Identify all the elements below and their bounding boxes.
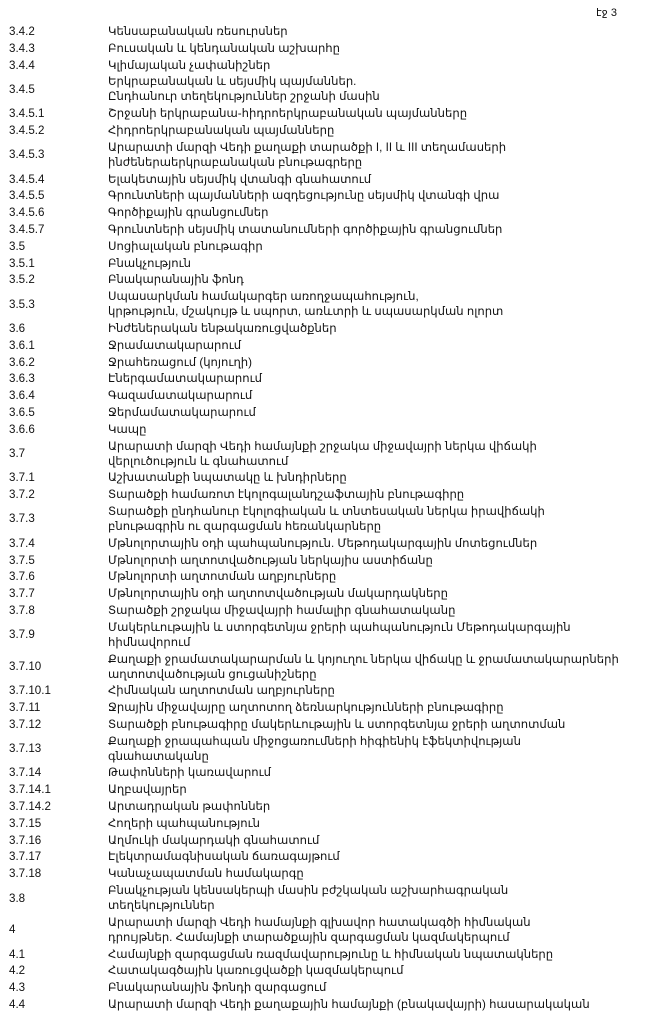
toc-entry-title-line: Հողերի պահպանություն xyxy=(108,816,260,830)
toc-entry xyxy=(0,388,647,405)
toc-entry xyxy=(0,799,647,816)
toc-entry-number: 3.4.5.1 xyxy=(9,107,45,121)
toc-entry xyxy=(0,553,647,570)
toc-entry xyxy=(0,734,647,766)
toc-entry-title-line: Հիմնական աղտոտման աղբյուրները xyxy=(108,684,335,698)
toc-entry-title-line: Ջրամատակարարում xyxy=(108,338,242,352)
toc-entry xyxy=(0,74,647,106)
toc-entry xyxy=(0,123,647,140)
toc-entry-number: 3.5.3 xyxy=(9,297,35,311)
toc-entry-title-line: դրույթներ. Համայնքի տարածքային զարգացման կազմակերպում xyxy=(108,930,510,944)
toc-entry-title xyxy=(108,355,647,370)
toc-entry-title xyxy=(108,106,647,121)
toc-entry xyxy=(0,140,647,172)
toc-entry-title xyxy=(108,765,647,780)
toc-entry-title-line: Հատակագծային կառուցվածքի կազմակերպում xyxy=(108,964,404,978)
toc-entry-title-line: Արարատի մարզի Վեդի համայնքի շրջակա միջավայրի ներկա վիճակի xyxy=(108,439,537,453)
toc-entry xyxy=(0,222,647,239)
toc-entry xyxy=(0,470,647,487)
toc-entry-number: 3.7.1 xyxy=(9,471,35,485)
toc-entry-number: 3.7.17 xyxy=(9,850,42,864)
toc-entry xyxy=(0,172,647,189)
toc-entry xyxy=(0,355,647,372)
toc-entry-number: 4.2 xyxy=(9,964,26,978)
toc-entry-title xyxy=(108,388,647,403)
toc-entry-title xyxy=(108,816,647,831)
toc-entry-title-line: տեղեկություններ xyxy=(108,899,215,913)
toc-entry-title-line: գնահատականը xyxy=(108,749,209,763)
toc-entry xyxy=(0,652,647,684)
toc-entry-title-line: Կլիմայական չափանիշներ xyxy=(108,58,271,72)
toc-entry-number: 3.7.7 xyxy=(9,587,35,601)
toc-entry-title-line: Արտադրական թափոններ xyxy=(108,800,271,814)
toc-entry-title xyxy=(108,58,647,73)
toc-entry-title xyxy=(108,782,647,797)
toc-entry xyxy=(0,883,647,915)
toc-entry-number: 3.4.5.3 xyxy=(9,148,45,162)
toc-entry xyxy=(0,256,647,273)
toc-entry xyxy=(0,24,647,41)
toc-entry-number: 4.1 xyxy=(9,947,26,961)
toc-entry-title-line: Գրունտների պայմանների ազդեցությունը սեյսմիկ վտանգի վրա xyxy=(108,189,500,203)
toc-entry-number: 4 xyxy=(9,923,16,937)
toc-entry-title-line: Աշխատանքի նպատակը և խնդիրները xyxy=(108,471,347,485)
toc-entry-title-line: Տարածքի համառոտ էկոլոգալանդշաֆտային բնութագիրը xyxy=(108,488,465,502)
toc-entry-title xyxy=(108,289,647,319)
toc-entry-title-line: Գործիքային գրանցումներ xyxy=(108,206,269,220)
toc-entry-title xyxy=(108,652,647,682)
toc-entry-title xyxy=(108,405,647,420)
toc-entry xyxy=(0,782,647,799)
toc-entry-title-line: Մակերևութային և ստորգետնյա ջրերի պահպանություն Մեթոդակարգային xyxy=(108,620,571,634)
toc-entry-number: 3.7.2 xyxy=(9,488,35,502)
page-number: էջ 3 xyxy=(596,7,617,19)
toc-entry-number: 3.4.5.4 xyxy=(9,172,45,186)
toc-entry-title-line: վերլուծություն և գնահատում xyxy=(108,454,289,468)
toc-entry-number: 4.4 xyxy=(9,998,26,1012)
toc-entry xyxy=(0,504,647,536)
toc-entry-number: 3.7.8 xyxy=(9,603,35,617)
toc-entry-title-line: ինժեներաերկրաբանական բնութագրերը xyxy=(108,155,363,169)
toc-entry-title xyxy=(108,963,647,978)
toc-entry-title-line: Երկրաբանական և սեյսմիկ պայմաններ. xyxy=(108,75,357,89)
toc-entry xyxy=(0,371,647,388)
toc-entry-title xyxy=(108,700,647,715)
toc-entry-title xyxy=(108,172,647,187)
toc-entry-title xyxy=(108,504,647,534)
toc-entry-title xyxy=(108,188,647,203)
toc-entry-title-line: Աղմուկի մակարդակի գնահատում xyxy=(108,833,320,847)
toc-entry-title-line: բնութագրին ու զարգացման հեռանկարները xyxy=(108,519,382,533)
toc-entry xyxy=(0,338,647,355)
toc-entry xyxy=(0,849,647,866)
toc-entry-title-line: Կապը xyxy=(108,422,147,436)
toc-entry-number: 3.7.18 xyxy=(9,867,42,881)
toc-entry-number: 3.5 xyxy=(9,239,26,253)
toc-entry-title-line: Բնակչություն xyxy=(108,256,191,270)
toc-entry-number: 3.7.4 xyxy=(9,536,35,550)
toc-entry-number: 3.7.5 xyxy=(9,553,35,567)
toc-entry xyxy=(0,866,647,883)
toc-entry-title-line: աղտոտվածության ցուցանիշները xyxy=(108,667,317,681)
toc-entry xyxy=(0,569,647,586)
toc-entry xyxy=(0,536,647,553)
toc-entry-title xyxy=(108,338,647,353)
toc-entry-title xyxy=(108,717,647,732)
toc-entry-title-line: Արարատի մարզի Վեդի քաղաքի տարածքի I, II և III տեղամասերի xyxy=(108,140,507,154)
toc-entry-title xyxy=(108,586,647,601)
toc-entry xyxy=(0,717,647,734)
toc-entry-number: 3.5.1 xyxy=(9,256,35,270)
toc-entry-number: 3.7.14 xyxy=(9,766,42,780)
toc-entry-title xyxy=(108,487,647,502)
toc-entry-title-line: Էներգամատակարարում xyxy=(108,372,262,386)
toc-entry-title xyxy=(108,41,647,56)
toc-entry-number: 3.7.3 xyxy=(9,512,35,526)
toc-entry-title xyxy=(108,947,647,962)
toc-entry xyxy=(0,980,647,997)
toc-entry-number: 3.7.9 xyxy=(9,628,35,642)
toc-entry-number: 3.4.5.2 xyxy=(9,123,45,137)
toc-entry xyxy=(0,765,647,782)
toc-entry-number: 3.7.10 xyxy=(9,660,42,673)
toc-entry-title xyxy=(108,470,647,485)
toc-entry-title-line: Արարատի մարզի Վեդի համայնքի գլխավոր հատակագծի հիմնական xyxy=(108,915,531,929)
toc-entry-title-line: Գազամատակարարում xyxy=(108,389,253,403)
toc-entry-title xyxy=(108,833,647,848)
toc-entry xyxy=(0,947,647,964)
toc-entry-title-line: Մթնոլորտի աղտոտման աղբյուրները xyxy=(108,570,337,584)
toc-entry-title-line: Բուսական և կենդանական աշխարհը xyxy=(108,41,341,55)
toc-entry-title-line: Մթնոլորտային օդի աղտոտվածության մակարդակները xyxy=(108,587,448,601)
toc-entry xyxy=(0,586,647,603)
toc-entry-number: 3.6.3 xyxy=(9,372,35,386)
toc-entry-title-line: Ինժեներական ենթակառուցվածքներ xyxy=(108,321,337,335)
toc-entry-title-line: Բնակչության կենսակերպի մասին բժշկական աշխարհագրական xyxy=(108,884,509,898)
toc-entry-title xyxy=(108,205,647,220)
toc-entry xyxy=(0,41,647,58)
toc-entry-title xyxy=(108,799,647,814)
toc-entry-title xyxy=(108,734,647,764)
toc-entry xyxy=(0,915,647,947)
toc-entry-title xyxy=(108,422,647,437)
toc-entry-title xyxy=(108,256,647,271)
toc-entry-title xyxy=(108,553,647,568)
toc-entry xyxy=(0,205,647,222)
toc-entry-number: 3.7.12 xyxy=(9,717,42,731)
toc-entry-number: 3.7.14.2 xyxy=(9,800,51,814)
toc-entry-number: 3.7.16 xyxy=(9,833,42,847)
toc-entry-title xyxy=(108,915,647,945)
toc-entry xyxy=(0,289,647,321)
toc-entry xyxy=(0,603,647,620)
toc-entry xyxy=(0,963,647,980)
toc-entry-number: 3.4.5.5 xyxy=(9,189,45,203)
toc-entry-title xyxy=(108,321,647,336)
toc-entry xyxy=(0,683,647,700)
toc-entry-title-line: Քաղաքի ջրամատակարարման և կոյուղու ներկա վիճակը և ջրամատակարարների xyxy=(108,652,619,666)
toc-entry xyxy=(0,239,647,256)
toc-entry-number: 3.4.5 xyxy=(9,82,35,96)
toc-entry xyxy=(0,188,647,205)
toc-entry-title-line: Աղբավայրեր xyxy=(108,783,187,797)
toc-entry xyxy=(0,833,647,850)
toc-entry-number: 3.7 xyxy=(9,447,26,461)
toc-entry xyxy=(0,321,647,338)
toc-entry-title xyxy=(108,439,647,469)
toc-entry-number: 3.5.2 xyxy=(9,273,35,287)
toc-entry-title-line: Համայնքի զարգացման ռազմավարությունը և հիմնական նպատակները xyxy=(108,947,554,961)
toc-entry-title-line: Տարածքի բնութագիրը մակերևութային և ստորգետնյա ջրերի աղտոտման xyxy=(108,717,566,731)
toc-entry-title xyxy=(108,536,647,551)
toc-entry-title-line: Հիդրոերկրաբանական պայմանները xyxy=(108,123,335,137)
toc-entry-number: 3.7.13 xyxy=(9,742,42,756)
toc-entry xyxy=(0,405,647,422)
toc-entry xyxy=(0,58,647,75)
toc-entry-title xyxy=(108,883,647,913)
toc-entry-title-line: հիմնավորում xyxy=(108,635,191,649)
toc-entry-title-line: Արարատի մարզի Վեդի քաղաքային համայնքի (բնակավայրի) հասարակական xyxy=(108,998,590,1012)
toc-entry-title xyxy=(108,272,647,287)
toc-entry xyxy=(0,422,647,439)
toc-entry-title xyxy=(108,849,647,864)
toc-entry-number: 3.8 xyxy=(9,891,26,905)
toc-entry-title-line: Ելակետային սեյսմիկ վտանգի գնահատում xyxy=(108,172,372,186)
toc-entry-title xyxy=(108,866,647,881)
toc-entry-title-line: Ջրահեռացում (կոյուղի) xyxy=(108,355,253,369)
toc-entry-title-line: Ջրային միջավայրը աղտոտող ձեռնարկությունների բնութագիրը xyxy=(108,701,504,715)
toc-entry-number: 3.7.14.1 xyxy=(9,783,51,797)
toc-entry-title xyxy=(108,371,647,386)
toc-entry-title-line: Սպասարկման համակարգեր առողջապահություն, xyxy=(108,290,419,304)
toc-entry-number: 4.3 xyxy=(9,981,26,995)
toc-entry-title-line: Սոցիալական բնութագիր xyxy=(108,239,263,253)
toc-entry-title xyxy=(108,74,647,104)
toc-entry-number: 3.6.4 xyxy=(9,389,35,403)
toc-entry-title xyxy=(108,222,647,237)
toc-entry-number: 3.7.6 xyxy=(9,570,35,584)
toc-entry-number: 3.6 xyxy=(9,321,26,335)
toc-entry-title xyxy=(108,683,647,698)
toc-entry-title-line: Թափոնների կառավարում xyxy=(108,766,272,780)
toc-entry-title-line: Քաղաքի ջրապահպան միջոցառումների հիգիենիկ էֆեկտիվության xyxy=(108,734,521,748)
toc-entry-title-line: Կենսաբանական ռեսուրսներ xyxy=(108,25,288,38)
toc-entry-title-line: Մթնոլորտային օդի պահպանություն. Մեթոդակարգային մոտեցումներ xyxy=(108,536,538,550)
toc-entry-number: 3.7.10.1 xyxy=(9,684,51,698)
toc-entry-title-line: Էլեկտրամագնիսական ճառագայթում xyxy=(108,850,340,864)
toc-entry xyxy=(0,106,647,123)
toc-entry-title xyxy=(108,569,647,584)
toc-entry-title-line: կրթություն, մշակույթ և սպորտ, առևտրի և սպասարկման ոլորտ xyxy=(108,305,504,319)
toc-entry xyxy=(0,272,647,289)
toc-entry-number: 3.4.5.7 xyxy=(9,222,45,236)
toc-entry-number: 3.4.4 xyxy=(9,58,35,72)
toc-entry-title-line: Կանաչապատման համակարգը xyxy=(108,867,304,881)
toc-entry-title-line: Մթնոլորտի աղտոտվածության ներկայիս աստիճանը xyxy=(108,553,433,567)
toc-entry xyxy=(0,487,647,504)
toc-entry-title xyxy=(108,603,647,618)
toc-entry-title xyxy=(108,140,647,170)
toc-entry-number: 3.6.5 xyxy=(9,405,35,419)
toc-entry-title xyxy=(108,123,647,138)
toc-entry-title xyxy=(108,24,647,39)
toc-entry xyxy=(0,997,647,1014)
toc-entry-title xyxy=(108,980,647,995)
table-of-contents xyxy=(0,24,647,1014)
toc-entry xyxy=(0,700,647,717)
toc-entry-title-line: Ջերմամատակարարում xyxy=(108,405,256,419)
toc-entry-title-line: Տարածքի շրջակա միջավայրի համալիր գնահատականը xyxy=(108,603,456,617)
toc-entry xyxy=(0,439,647,471)
toc-entry-title xyxy=(108,997,647,1012)
toc-entry xyxy=(0,620,647,652)
toc-entry-title xyxy=(108,239,647,254)
toc-entry-title-line: Բնակարանային ֆոնդ xyxy=(108,273,244,287)
toc-entry-title-line: Շրջանի երկրաբանա-հիդրոերկրաբանական պայմանները xyxy=(108,107,468,121)
toc-entry-title-line: Տարածքի ընդհանուր էկոլոգիական և տնտեսական ներկա իրավիճակի xyxy=(108,504,545,518)
toc-entry-title-line: Ընդհանուր տեղեկություններ շրջանի մասին xyxy=(108,90,380,104)
toc-entry-title xyxy=(108,620,647,650)
toc-entry-number: 3.7.15 xyxy=(9,816,42,830)
toc-entry-number: 3.6.6 xyxy=(9,422,35,436)
toc-entry-number: 3.4.3 xyxy=(9,41,35,55)
toc-entry xyxy=(0,816,647,833)
toc-entry-number: 3.6.1 xyxy=(9,338,35,352)
toc-entry-number: 3.7.11 xyxy=(9,701,41,715)
toc-entry-title-line: Բնակարանային ֆոնդի զարգացում xyxy=(108,981,327,995)
toc-entry-number: 3.4.2 xyxy=(9,25,35,38)
toc-entry-title-line: Գրունտների սեյսմիկ տատանումների գործիքային գրանցումներ xyxy=(108,222,503,236)
toc-entry-number: 3.4.5.6 xyxy=(9,206,45,220)
toc-entry-number: 3.6.2 xyxy=(9,355,35,369)
